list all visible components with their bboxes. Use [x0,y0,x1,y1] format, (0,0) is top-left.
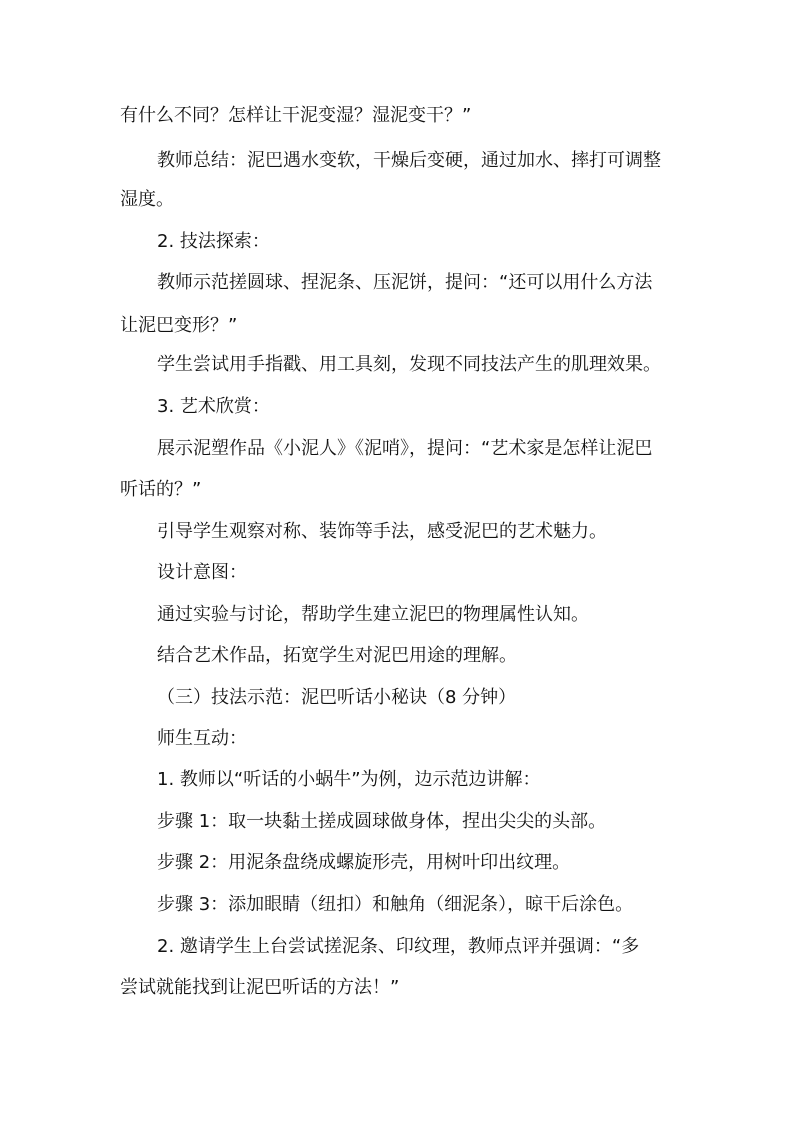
text-line: 展示泥塑作品《小泥人》《泥哨》，提问：“艺术家是怎样让泥巴 [157,438,653,459]
text-line: 2. 邀请学生上台尝试搓泥条、印纹理，教师点评并强调：“多 [157,936,640,957]
text-line: 湿度。 [120,189,174,210]
section-heading: （三）技法示范：泥巴听话小秘诀（8 分钟） [157,687,517,708]
section-heading: 2. 技法探索： [157,231,270,252]
text-line: 1. 教师以“听话的小蜗牛”为例，边示范边讲解： [157,769,541,790]
text-line: 步骤 1：取一块黏土搓成圆球做身体，捏出尖尖的头部。 [157,811,607,832]
text-line: 步骤 2：用泥条盘绕成螺旋形壳，用树叶印出纹理。 [157,852,571,873]
text-line: 通过实验与讨论，帮助学生建立泥巴的物理属性认知。 [157,604,589,625]
text-line: 步骤 3：添加眼睛（纽扣）和触角（细泥条），晾干后涂色。 [157,894,634,915]
text-line: 让泥巴变形？” [120,315,238,336]
text-line: 引导学生观察对称、装饰等手法，感受泥巴的艺术魅力。 [157,521,607,542]
section-heading: 3. 艺术欣赏： [157,396,270,417]
text-line: 尝试就能找到让泥巴听话的方法！” [120,977,400,998]
text-line: 学生尝试用手指戳、用工具刻，发现不同技法产生的肌理效果。 [157,354,661,375]
text-line: 结合艺术作品，拓宽学生对泥巴用途的理解。 [157,645,517,666]
text-line: 教师示范搓圆球、捏泥条、压泥饼，提问：“还可以用什么方法 [157,272,653,293]
text-line: 有什么不同？怎样让干泥变湿？湿泥变干？” [120,105,472,126]
text-line: 设计意图： [157,562,247,583]
text-line: 师生互动： [157,728,247,749]
text-line: 听话的？” [120,479,202,500]
text-line: 教师总结：泥巴遇水变软，干燥后变硬，通过加水、摔打可调整 [157,150,661,171]
